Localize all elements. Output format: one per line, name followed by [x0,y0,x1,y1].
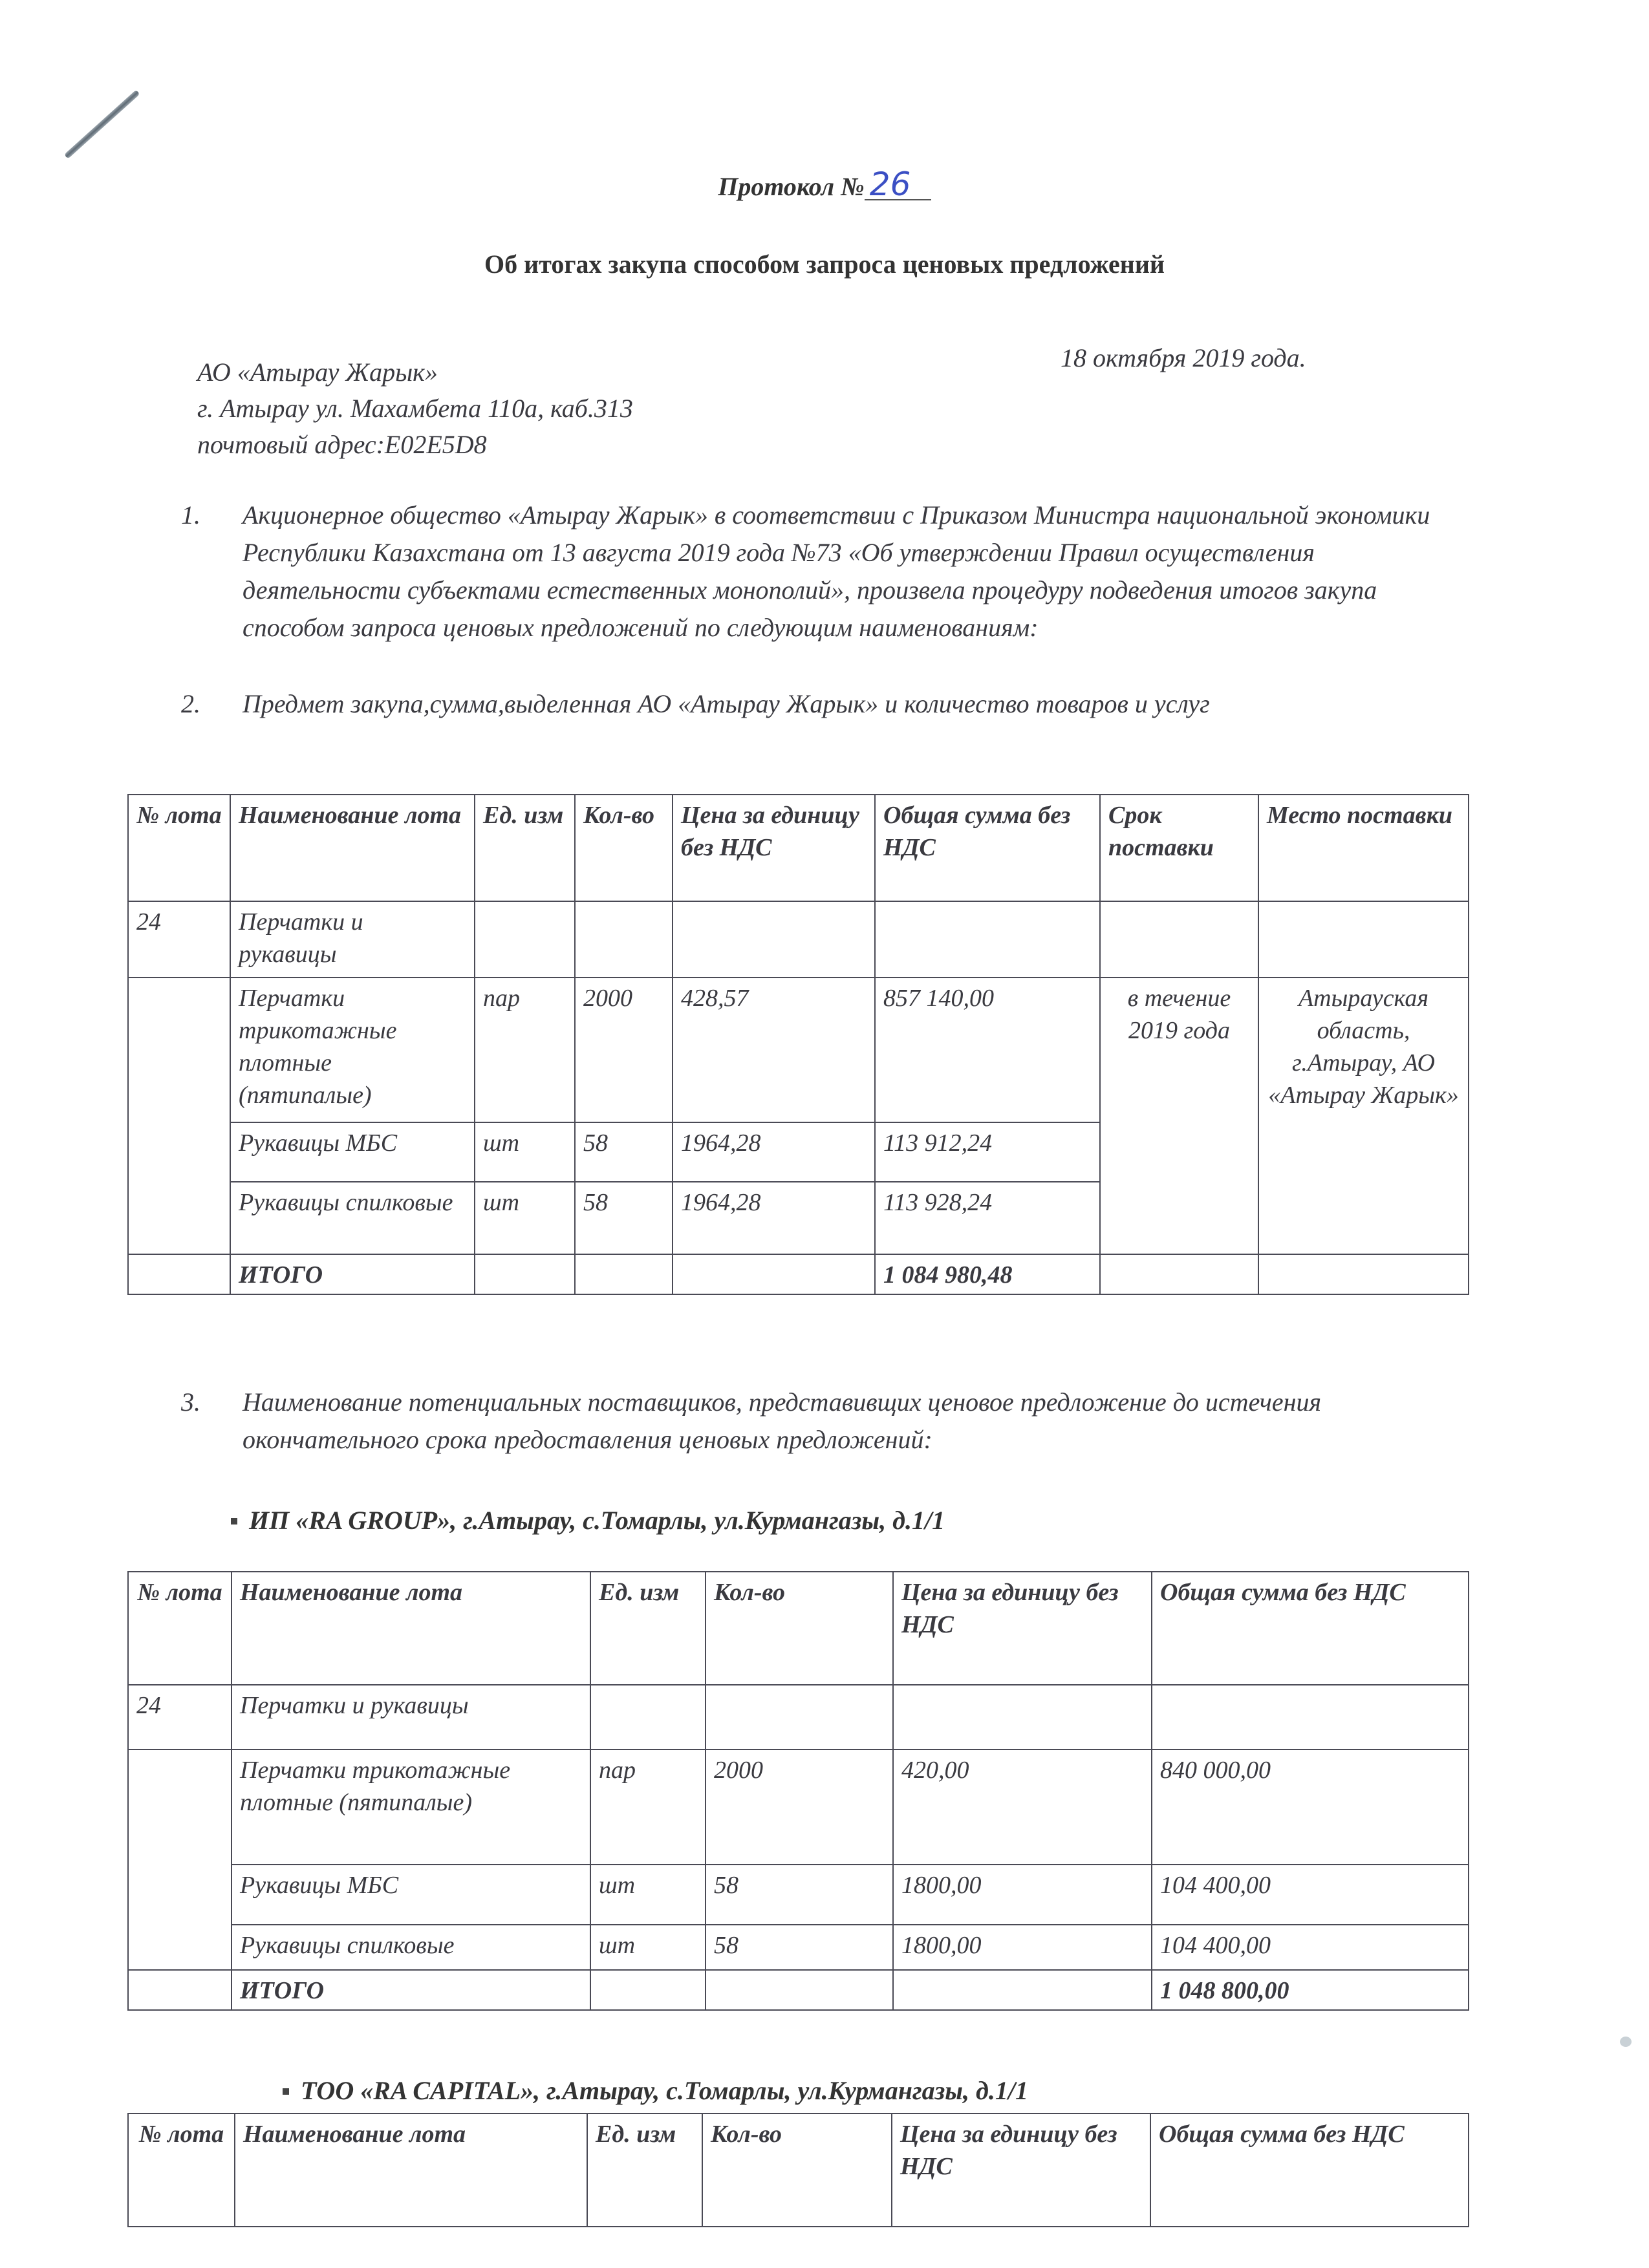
item-name: Рукавицы МБС [232,1865,590,1925]
table-row [128,1865,1469,1925]
total-row [128,1254,1469,1294]
item-total: 113 928,24 [875,1182,1100,1254]
header-qty: Кол-во [575,795,673,901]
header-lot-number: № лота [128,2113,235,2227]
item-price: 1800,00 [893,1865,1152,1925]
header-qty: Кол-во [702,2113,892,2227]
header-lot-number: № лота [128,1572,232,1685]
page-title [0,166,1649,203]
header-unit: Ед. изм [590,1572,706,1685]
header-unit: Ед. изм [587,2113,702,2227]
item-qty: 58 [706,1925,893,1970]
table-row [128,978,1469,1122]
lot-name: Перчатки и рукавицы [232,1685,590,1749]
header-total: Общая сумма без НДС [875,795,1100,901]
lot-name: Перчатки и рукавицы [230,901,475,978]
table-row [128,1749,1469,1865]
delivery-place: Атырауская область, г.Атырау, АО «Атырау Жарык» [1258,978,1469,1254]
item-total: 104 400,00 [1152,1865,1469,1925]
paragraph-3 [181,1384,1468,1459]
organization-postal: почтовый адрес:E02E5D8 [197,430,487,459]
table-header-row [128,1572,1469,1685]
header-total: Общая сумма без НДС [1152,1572,1469,1685]
total-label: ИТОГО [230,1254,475,1294]
header-unit-price: Цена за единицу без НДС [893,1572,1152,1685]
header-unit-price: Цена за единицу без НДС [892,2113,1150,2227]
organization-address: г. Атырау ул. Махамбета 110а, каб.313 [197,394,633,423]
paragraph-number: 3. [181,1387,200,1417]
item-unit: пар [475,978,575,1122]
paragraph-text: Акционерное общество «Атырау Жарык» в соответствии с Приказом Министра национальной экономики Республики Казахстана от 13 августа 2019 года №73 «Об утверждении Правил осуществления деятельности субъектами естественных монополий», произвела процедуру подведения итогов закупа способом запроса ценовых предложений по следующим наименованиям: [242,500,1430,642]
paragraph-number: 2. [181,689,200,718]
page-subtitle: Об итогах закупа способом запроса ценовых предложений [484,250,1165,279]
item-unit: пар [590,1749,706,1865]
item-name: Перчатки трикотажные плотные (пятипалые) [232,1749,590,1865]
item-name: Рукавицы МБС [230,1122,475,1182]
total-row [128,1970,1469,2010]
item-total: 840 000,00 [1152,1749,1469,1865]
supplier-1-name: ИП «RA GROUP», г.Атырау, с.Томарлы, ул.Курмангазы, д.1/1 [249,1506,945,1535]
table-header-row [128,2113,1469,2227]
table-row [128,1925,1469,1970]
item-qty: 2000 [575,978,673,1122]
item-unit: шт [475,1182,575,1254]
paragraph-text: Предмет закупа,сумма,выделенная АО «Атырау Жарык» и количество товаров и услуг [242,689,1210,718]
title-prefix: Протокол № [718,172,865,201]
protocol-number: 26 [865,169,931,200]
header-unit-price: Цена за единицу без НДС [673,795,875,901]
total-label: ИТОГО [232,1970,590,2010]
lot-number: 24 [128,1685,232,1749]
item-name: Перчатки трикотажные плотные (пятипалые) [230,978,475,1122]
table-header-row [128,795,1469,901]
item-price: 420,00 [893,1749,1152,1865]
header-lot-name: Наименование лота [232,1572,590,1685]
header-unit: Ед. изм [475,795,575,901]
item-price: 1800,00 [893,1925,1152,1970]
staple-mark [64,90,140,159]
paragraph-1 [181,497,1468,647]
organization-name: АО «Атырау Жарык» [197,358,438,387]
total-value: 1 084 980,48 [875,1254,1100,1294]
header-lot-number: № лота [128,795,230,901]
item-name: Рукавицы спилковые [230,1182,475,1254]
header-qty: Кол-во [706,1572,893,1685]
item-unit: шт [590,1865,706,1925]
item-name: Рукавицы спилковые [232,1925,590,1970]
header-delivery-term: Срок поставки [1100,795,1258,901]
item-price: 1964,28 [673,1182,875,1254]
item-total: 857 140,00 [875,978,1100,1122]
header-delivery-place: Место поставки [1258,795,1469,901]
document-date: 18 октября 2019 года. [1061,343,1306,372]
header-lot-name: Наименование лота [235,2113,587,2227]
paragraph-2 [181,685,1468,723]
scan-artifact [1620,2037,1632,2047]
lot-number: 24 [128,901,230,978]
item-qty: 58 [575,1182,673,1254]
paragraph-number: 1. [181,500,200,530]
supplier-2-name: ТОО «RA CAPITAL», г.Атырау, с.Томарлы, ул.Курмангазы, д.1/1 [301,2076,1028,2105]
item-qty: 58 [706,1865,893,1925]
item-total: 113 912,24 [875,1122,1100,1182]
item-qty: 58 [575,1122,673,1182]
item-unit: шт [590,1925,706,1970]
table-row [128,1685,1469,1749]
supplier-1-table [127,1571,1469,2011]
delivery-term: в течение 2019 года [1100,978,1258,1254]
supplier-2-table [127,2113,1469,2227]
paragraph-text: Наименование потенциальных поставщиков, представивщих ценовое предложение до истечения окончательного срока предоставления ценовых предложений: [242,1387,1322,1454]
header-total: Общая сумма без НДС [1150,2113,1469,2227]
organization-block [197,354,633,463]
item-total: 104 400,00 [1152,1925,1469,1970]
item-price: 1964,28 [673,1122,875,1182]
item-qty: 2000 [706,1749,893,1865]
header-lot-name: Наименование лота [230,795,475,901]
table-row [128,901,1469,978]
total-value: 1 048 800,00 [1152,1970,1469,2010]
item-unit: шт [475,1122,575,1182]
item-price: 428,57 [673,978,875,1122]
lot-table [127,794,1469,1295]
